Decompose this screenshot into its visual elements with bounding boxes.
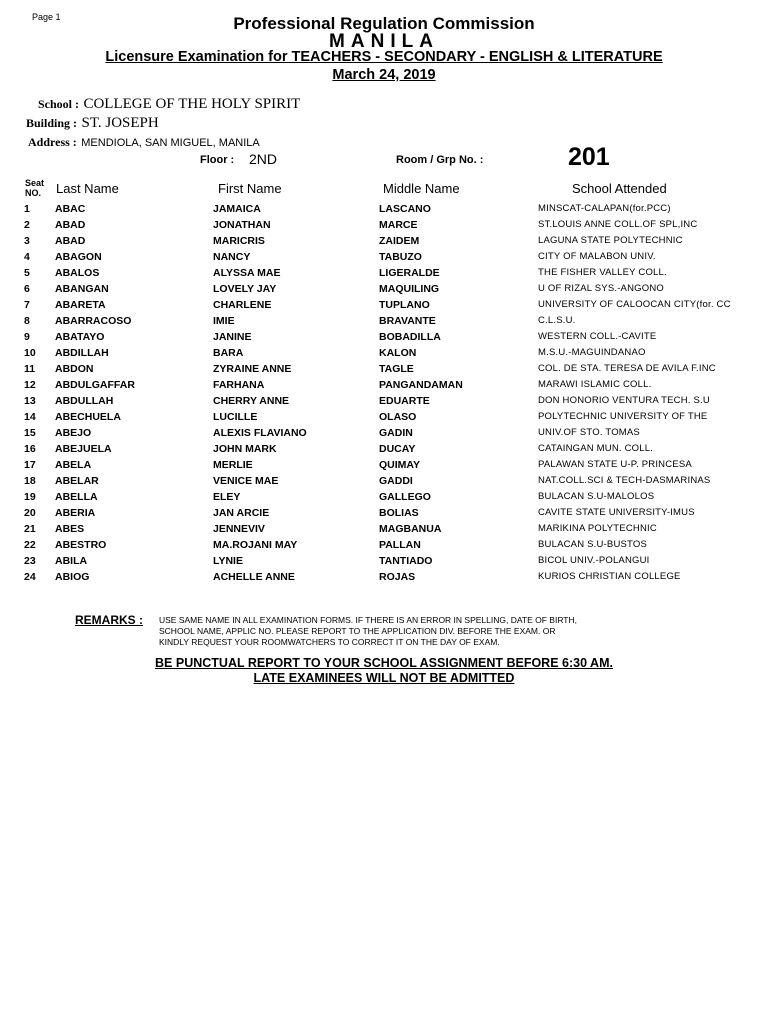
- page-number: Page 1: [32, 12, 61, 22]
- middle-name: TAGLE: [379, 363, 414, 375]
- last-name: ABELA: [55, 459, 92, 471]
- table-row: [24, 203, 731, 219]
- last-name: ABIOG: [55, 571, 90, 583]
- middle-name: TUPLANO: [379, 299, 430, 311]
- first-name-header: First Name: [218, 181, 282, 196]
- middle-name: MAQUILING: [379, 283, 440, 295]
- middle-name: QUIMAY: [379, 459, 421, 471]
- school-label: School :: [38, 97, 80, 111]
- school-attended: BICOL UNIV.-POLANGUI: [538, 555, 650, 566]
- school-attended: ST.LOUIS ANNE COLL.OF SPL,INC: [538, 219, 698, 230]
- first-name: ACHELLE ANNE: [213, 571, 295, 583]
- address-value: MENDIOLA, SAN MIGUEL, MANILA: [81, 137, 260, 149]
- seat-number: 16: [24, 443, 36, 455]
- school-attended: UNIV.OF STO. TOMAS: [538, 427, 640, 438]
- last-name: ABARETA: [55, 299, 106, 311]
- first-name: JOHN MARK: [213, 443, 277, 455]
- first-name: ZYRAINE ANNE: [213, 363, 292, 375]
- table-row: [24, 235, 731, 251]
- last-name: ABAD: [55, 235, 86, 247]
- middle-name: EDUARTE: [379, 395, 430, 407]
- seat-number: 22: [24, 539, 36, 551]
- school-attended: CAVITE STATE UNIVERSITY-IMUS: [538, 507, 695, 518]
- school-attended: MARIKINA POLYTECHNIC: [538, 523, 657, 534]
- table-row: [24, 507, 731, 523]
- last-name: ABDULGAFFAR: [55, 379, 135, 391]
- table-row: [24, 315, 731, 331]
- table-row: [24, 443, 731, 459]
- seat-number: 5: [24, 267, 30, 279]
- table-row: [24, 395, 731, 411]
- floor-value: 2ND: [249, 151, 278, 167]
- address-row: [28, 133, 260, 151]
- first-name: FARHANA: [213, 379, 265, 391]
- late-notice: LATE EXAMINEES WILL NOT BE ADMITTED: [253, 671, 515, 685]
- seat-number: 21: [24, 523, 36, 535]
- seat-number: 20: [24, 507, 36, 519]
- table-row: [24, 459, 731, 475]
- seat-number: 17: [24, 459, 36, 471]
- room-label: Room / Grp No. :: [396, 154, 484, 166]
- seat-header: [25, 178, 44, 198]
- middle-name: MAGBANUA: [379, 523, 442, 535]
- org-title: Professional Regulation Commission: [233, 14, 535, 33]
- table-row: [24, 555, 731, 571]
- middle-name: PALLAN: [379, 539, 421, 551]
- seat-number: 8: [24, 315, 30, 327]
- last-name: ABAGON: [55, 251, 102, 263]
- seat-number: 19: [24, 491, 36, 503]
- last-name: ABERIA: [55, 507, 96, 519]
- school-row: [38, 95, 300, 113]
- table-row: [24, 267, 731, 283]
- first-name: JAN ARCIE: [213, 507, 270, 519]
- last-name: ABELLA: [55, 491, 98, 503]
- first-name: NANCY: [213, 251, 251, 263]
- punctual-notice: BE PUNCTUAL REPORT TO YOUR SCHOOL ASSIGNMENT BEFORE 6:30 AM.: [155, 656, 613, 670]
- last-name: ABANGAN: [55, 283, 109, 295]
- middle-name: TABUZO: [379, 251, 422, 263]
- city-title: MANILA: [329, 31, 439, 52]
- seat-number: 10: [24, 347, 36, 359]
- seat-number: 1: [24, 203, 30, 215]
- middle-name: DUCAY: [379, 443, 416, 455]
- first-name: MA.ROJANI MAY: [213, 539, 298, 551]
- first-name: IMIE: [213, 315, 235, 327]
- last-name: ABESTRO: [55, 539, 107, 551]
- middle-name: ROJAS: [379, 571, 416, 583]
- school-attended: NAT.COLL.SCI & TECH-DASMARINAS: [538, 475, 711, 486]
- seat-number: 6: [24, 283, 30, 295]
- first-name: JENNEVIV: [213, 523, 265, 535]
- last-name: ABES: [55, 523, 85, 535]
- room-value: 201: [568, 143, 610, 171]
- school-attended: CITY OF MALABON UNIV.: [538, 251, 656, 262]
- table-row: [24, 299, 731, 315]
- school-attended: WESTERN COLL.-CAVITE: [538, 331, 657, 342]
- last-name: ABILA: [55, 555, 88, 567]
- table-row: [24, 251, 731, 267]
- school-attended: MINSCAT-CALAPAN(for.PCC): [538, 203, 671, 214]
- middle-name: OLASO: [379, 411, 417, 423]
- last-name: ABEJUELA: [55, 443, 112, 455]
- seat-number: 23: [24, 555, 36, 567]
- last-name: ABDULLAH: [55, 395, 114, 407]
- first-name: LYNIE: [213, 555, 243, 567]
- seat-number: 7: [24, 299, 30, 311]
- school-attended-header: School Attended: [572, 181, 667, 196]
- school-attended: MARAWI ISLAMIC COLL.: [538, 379, 652, 390]
- last-name: ABAD: [55, 219, 86, 231]
- table-row: [24, 523, 731, 539]
- remarks-line: SCHOOL NAME, APPLIC NO. PLEASE REPORT TO THE APPLICATION DIV. BEFORE THE EXAM. OR: [159, 626, 556, 636]
- school-attended: POLYTECHNIC UNIVERSITY OF THE: [538, 411, 708, 422]
- school-attended: UNIVERSITY OF CALOOCAN CITY(for. CC: [538, 299, 731, 310]
- first-name: CHARLENE: [213, 299, 272, 311]
- floor-label: Floor :: [200, 154, 235, 166]
- first-name: ALEXIS FLAVIANO: [213, 427, 307, 439]
- last-name: ABALOS: [55, 267, 100, 279]
- seat-number: 15: [24, 427, 36, 439]
- remarks-line: KINDLY REQUEST YOUR ROOMWATCHERS TO CORRECT IT ON THE DAY OF EXAM.: [159, 637, 500, 647]
- table-row: [24, 379, 731, 395]
- table-row: [24, 283, 731, 299]
- middle-name: GALLEGO: [379, 491, 431, 503]
- address-label: Address :: [28, 135, 77, 149]
- exam-title: Licensure Examination for TEACHERS - SECONDARY - ENGLISH & LITERATURE: [105, 49, 663, 65]
- school-attended: KURIOS CHRISTIAN COLLEGE: [538, 571, 681, 582]
- school-attended: DON HONORIO VENTURA TECH. S.U: [538, 395, 710, 406]
- building-label: Building :: [26, 116, 78, 130]
- first-name: JONATHAN: [213, 219, 271, 231]
- remarks-line: USE SAME NAME IN ALL EXAMINATION FORMS. IF THERE IS AN ERROR IN SPELLING, DATE OF BIRTH,: [159, 615, 577, 625]
- school-attended: U OF RIZAL SYS.-ANGONO: [538, 283, 664, 294]
- seat-number: 18: [24, 475, 36, 487]
- seat-number: 13: [24, 395, 36, 407]
- first-name: MARICRIS: [213, 235, 265, 247]
- first-name: BARA: [213, 347, 244, 359]
- last-name: ABAC: [55, 203, 86, 215]
- school-attended: PALAWAN STATE U-P. PRINCESA: [538, 459, 692, 470]
- school-attended: COL. DE STA. TERESA DE AVILA F.INC: [538, 363, 716, 374]
- examinee-table: [24, 203, 731, 587]
- seat-number: 4: [24, 251, 30, 263]
- school-attended: C.L.S.U.: [538, 315, 576, 326]
- remarks-text: [159, 615, 719, 648]
- seat-number: 24: [24, 571, 36, 583]
- seat-number: 2: [24, 219, 30, 231]
- school-attended: M.S.U.-MAGUINDANAO: [538, 347, 646, 358]
- middle-name: GADDI: [379, 475, 413, 487]
- middle-name: MARCE: [379, 219, 418, 231]
- seat-header-line2: NO.: [25, 188, 42, 198]
- last-name: ABDILLAH: [55, 347, 109, 359]
- middle-name: LIGERALDE: [379, 267, 440, 279]
- table-row: [24, 219, 731, 235]
- first-name: CHERRY ANNE: [213, 395, 290, 407]
- building-row: [26, 114, 159, 132]
- middle-name-header: Middle Name: [383, 181, 460, 196]
- first-name: VENICE MAE: [213, 475, 279, 487]
- seat-number: 14: [24, 411, 36, 423]
- table-row: [24, 331, 731, 347]
- table-row: [24, 363, 731, 379]
- middle-name: GADIN: [379, 427, 413, 439]
- seat-header-line1: Seat: [25, 178, 45, 188]
- first-name: JAMAICA: [213, 203, 261, 215]
- middle-name: TANTIADO: [379, 555, 433, 567]
- first-name: ELEY: [213, 491, 241, 503]
- middle-name: BRAVANTE: [379, 315, 436, 327]
- seat-number: 3: [24, 235, 30, 247]
- school-value: COLLEGE OF THE HOLY SPIRIT: [83, 96, 301, 112]
- seat-number: 9: [24, 331, 30, 343]
- last-name: ABEJO: [55, 427, 92, 439]
- last-name: ABATAYO: [55, 331, 105, 343]
- school-attended: BULACAN S.U-BUSTOS: [538, 539, 648, 550]
- middle-name: ZAIDEM: [379, 235, 420, 247]
- school-attended: CATAINGAN MUN. COLL.: [538, 443, 654, 454]
- last-name: ABDON: [55, 363, 94, 375]
- school-attended: THE FISHER VALLEY COLL.: [538, 267, 667, 278]
- table-row: [24, 427, 731, 443]
- seat-number: 12: [24, 379, 36, 391]
- school-attended: LAGUNA STATE POLYTECHNIC: [538, 235, 683, 246]
- table-row: [24, 539, 731, 555]
- middle-name: BOBADILLA: [379, 331, 441, 343]
- last-name: ABARRACOSO: [55, 315, 132, 327]
- table-row: [24, 571, 731, 587]
- remarks-label: REMARKS :: [75, 613, 143, 627]
- table-row: [24, 411, 731, 427]
- first-name: MERLIE: [213, 459, 253, 471]
- table-row: [24, 475, 731, 491]
- exam-date: March 24, 2019: [332, 67, 436, 83]
- building-value: ST. JOSEPH: [81, 115, 159, 131]
- table-row: [24, 491, 731, 507]
- last-name: ABELAR: [55, 475, 99, 487]
- middle-name: KALON: [379, 347, 417, 359]
- first-name: LOVELY JAY: [213, 283, 277, 295]
- first-name: JANINE: [213, 331, 252, 343]
- first-name: LUCILLE: [213, 411, 258, 423]
- middle-name: BOLIAS: [379, 507, 419, 519]
- seat-number: 11: [24, 363, 36, 375]
- middle-name: PANGANDAMAN: [379, 379, 463, 391]
- middle-name: LASCANO: [379, 203, 431, 215]
- table-row: [24, 347, 731, 363]
- last-name-header: Last Name: [56, 181, 119, 196]
- first-name: ALYSSA MAE: [213, 267, 281, 279]
- school-attended: BULACAN S.U-MALOLOS: [538, 491, 655, 502]
- last-name: ABECHUELA: [55, 411, 121, 423]
